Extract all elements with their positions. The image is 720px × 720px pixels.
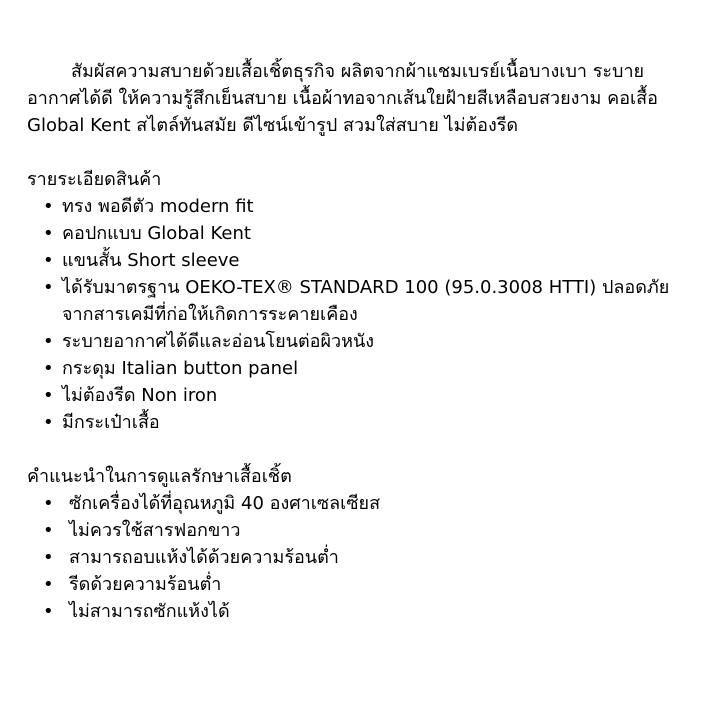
bullet-icon: •: [43, 331, 54, 352]
list-item: • ไม่ควรใช้สารฟอกขาว: [43, 517, 697, 544]
product-description: [27, 58, 697, 625]
bullet-icon: •: [43, 250, 54, 271]
intro-paragraph: สัมผัสความสบายด้วยเสื้อเชิ้ตธุรกิจ ผลิตจากผ้าแชมเบรย์เนื้อบางเบา ระบายอากาศได้ดี ให้ความรู้สึกเย็นสบาย เนื้อผ้าทอจากเส้นใยฝ้ายสีเหลือบสวยงาม คอเสื้อ Global Kent สไตล์ทันสมัย ดีไซน์เข้ารูป สวมใส่สบาย ไม่ต้องรีด: [27, 61, 658, 136]
care-heading: คำแนะนำในการดูแลรักษาเสื้อเชิ้ต: [27, 466, 292, 487]
bullet-icon: •: [43, 358, 54, 379]
bullet-icon: •: [43, 412, 54, 433]
list-item: • รีดด้วยความร้อนต่ำ: [43, 571, 697, 598]
list-item: • แขนสั้น Short sleeve: [43, 247, 697, 274]
bullet-icon: •: [43, 223, 54, 244]
details-list: [27, 193, 697, 436]
care-list: [27, 490, 697, 625]
bullet-icon: •: [43, 547, 54, 568]
list-item: • ได้รับมาตรฐาน OEKO-TEX® STANDARD 100 (95.0.3008 HTTI) ปลอดภัยจากสารเคมีที่ก่อให้เกิดการระคายเคือง: [43, 274, 697, 328]
list-item: • ไม่สามารถซักแห้งได้: [43, 598, 697, 625]
bullet-icon: •: [43, 601, 54, 622]
list-item: • ทรง พอดีตัว modern fit: [43, 193, 697, 220]
bullet-icon: •: [43, 520, 54, 541]
list-item: • สามารถอบแห้งได้ด้วยความร้อนต่ำ: [43, 544, 697, 571]
list-item: • คอปกแบบ Global Kent: [43, 220, 697, 247]
bullet-icon: •: [43, 574, 54, 595]
list-item: • มีกระเป๋าเสื้อ: [43, 409, 697, 436]
bullet-icon: •: [43, 196, 54, 217]
bullet-icon: •: [43, 493, 54, 514]
list-item: • ไม่ต้องรีด Non iron: [43, 382, 697, 409]
details-heading: รายระเอียดสินค้า: [27, 169, 162, 190]
list-item: • ซักเครื่องได้ที่อุณหภูมิ 40 องศาเซลเซียส: [43, 490, 697, 517]
bullet-icon: •: [43, 277, 54, 298]
bullet-icon: •: [43, 385, 54, 406]
list-item: • กระดุม Italian button panel: [43, 355, 697, 382]
list-item: • ระบายอากาศได้ดีและอ่อนโยนต่อผิวหนัง: [43, 328, 697, 355]
